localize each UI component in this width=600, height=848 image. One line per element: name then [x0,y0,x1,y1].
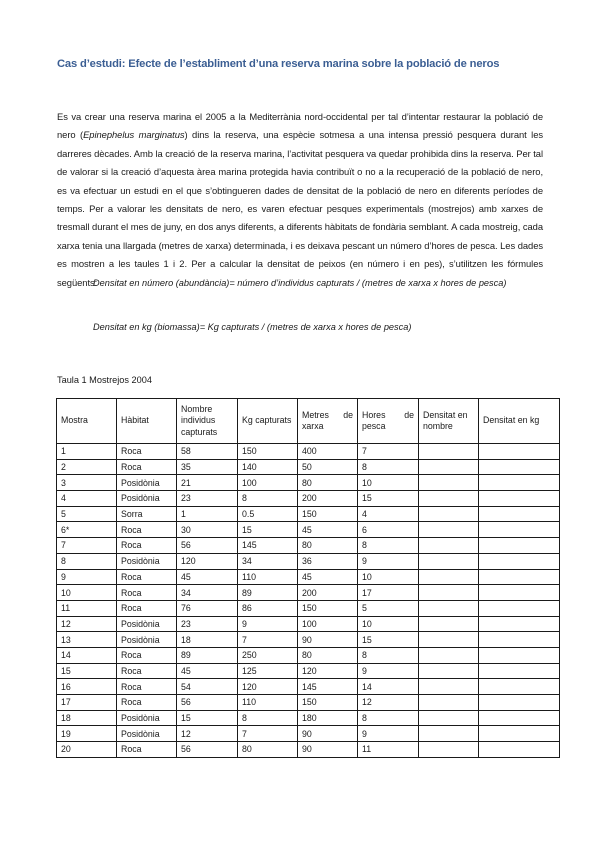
cell-metres: 90 [298,632,358,648]
cell-hores: 15 [358,491,419,507]
cell-habitat: Sorra [117,506,177,522]
cell-nombre: 56 [177,742,238,758]
cell-metres: 150 [298,600,358,616]
cell-densitat-kg [479,506,560,522]
table-row [57,726,560,742]
cell-metres: 90 [298,726,358,742]
cell-mostra: 13 [57,632,117,648]
cell-metres: 45 [298,569,358,585]
cell-metres: 80 [298,647,358,663]
cell-densitat-kg [479,522,560,538]
cell-nombre: 34 [177,585,238,601]
cell-densitat-kg [479,569,560,585]
cell-hores: 8 [358,647,419,663]
table-row [57,663,560,679]
cell-nombre: 45 [177,663,238,679]
header-habitat: Hàbitat [117,399,177,444]
cell-hores: 17 [358,585,419,601]
cell-mostra: 20 [57,742,117,758]
cell-densitat-nombre [419,679,479,695]
cell-densitat-nombre [419,710,479,726]
cell-nombre: 120 [177,553,238,569]
table-row [57,538,560,554]
cell-kg: 150 [238,444,298,460]
cell-habitat: Posidònia [117,475,177,491]
table-row [57,475,560,491]
cell-kg: 34 [238,553,298,569]
table-row [57,553,560,569]
cell-densitat-nombre [419,585,479,601]
cell-habitat: Roca [117,695,177,711]
cell-nombre: 45 [177,569,238,585]
intro-text-1: Es va crear una reserva marina el 2005 a la Mediterrània nord-occidental per tal d’intentar restaurar la població de nero ( [57,111,543,141]
cell-mostra: 19 [57,726,117,742]
cell-metres: 90 [298,742,358,758]
cell-mostra: 6* [57,522,117,538]
cell-densitat-nombre [419,632,479,648]
header-kg: Kg capturats [238,399,298,444]
cell-kg: 86 [238,600,298,616]
cell-metres: 45 [298,522,358,538]
cell-densitat-kg [479,679,560,695]
cell-kg: 7 [238,632,298,648]
cell-hores: 10 [358,569,419,585]
header-hores-word3: pesca [362,421,386,431]
header-densitat-nombre: Densitat en nombre [419,399,479,444]
cell-nombre: 89 [177,647,238,663]
cell-nombre: 76 [177,600,238,616]
intro-paragraph [57,108,543,292]
cell-mostra: 11 [57,600,117,616]
table-caption: Taula 1 Mostrejos 2004 [57,375,152,385]
cell-kg: 140 [238,459,298,475]
cell-metres: 400 [298,444,358,460]
cell-metres: 150 [298,506,358,522]
cell-hores: 7 [358,444,419,460]
cell-densitat-kg [479,663,560,679]
cell-habitat: Roca [117,742,177,758]
cell-kg: 8 [238,491,298,507]
cell-densitat-kg [479,600,560,616]
header-hores [358,399,419,444]
cell-densitat-kg [479,444,560,460]
cell-kg: 250 [238,647,298,663]
cell-mostra: 1 [57,444,117,460]
header-densitat-kg: Densitat en kg [479,399,560,444]
cell-habitat: Posidònia [117,553,177,569]
cell-mostra: 7 [57,538,117,554]
cell-densitat-nombre [419,444,479,460]
header-mostra: Mostra [57,399,117,444]
cell-kg: 125 [238,663,298,679]
cell-hores: 10 [358,616,419,632]
cell-nombre: 56 [177,538,238,554]
cell-densitat-kg [479,553,560,569]
cell-habitat: Posidònia [117,710,177,726]
cell-kg: 110 [238,695,298,711]
cell-nombre: 35 [177,459,238,475]
cell-habitat: Roca [117,538,177,554]
cell-densitat-kg [479,726,560,742]
cell-habitat: Roca [117,459,177,475]
formula-density-number: Densitat en número (abundància)= número d’individus capturats / (metres de xarxa x hores de pesca) [93,278,507,288]
table-row [57,710,560,726]
cell-densitat-kg [479,459,560,475]
table-row [57,742,560,758]
cell-metres: 200 [298,491,358,507]
cell-mostra: 15 [57,663,117,679]
header-hores-word2: de [404,409,414,420]
cell-kg: 120 [238,679,298,695]
cell-metres: 36 [298,553,358,569]
cell-densitat-nombre [419,600,479,616]
cell-mostra: 14 [57,647,117,663]
cell-densitat-nombre [419,553,479,569]
cell-kg: 9 [238,616,298,632]
cell-densitat-nombre [419,538,479,554]
samples-table [56,398,560,758]
cell-nombre: 12 [177,726,238,742]
cell-mostra: 18 [57,710,117,726]
cell-habitat: Roca [117,522,177,538]
header-nombre: Nombre individus capturats [177,399,238,444]
intro-text-2: ) dins la reserva, una espècie sotmesa a una intensa pressió pesquera durant les darreres dècades. Amb la creació de la reserva marina, l’activitat pesquera va quedar prohibida dins la reserva. Per tal de valorar si la creació d’aquesta àrea marina protegida havia contribuït o no a la recuperació de la població de nero, es va efectuar un estudi en el que s’obtingueren dades de densitat de la població de nero en diferents períodes de temps. Per a valorar les densitats de nero, es varen efectuar pesques experimentals (mostrejos) amb xarxes de tresmall durant el mes de juny, en dos anys diferents, a diferents hàbitats de fondària semblant. A cada mostreig, cada xarxa tenia una llargada (metres de xarxa) determinada, i es deixava pescant un número d’hores de pesca. Les dades es mostren a les taules 1 i 2. Per a calcular la densitat de peixos (en número i en pes), s’utilitzen les fórmules següents: [57,129,543,288]
cell-densitat-kg [479,632,560,648]
cell-nombre: 56 [177,695,238,711]
cell-densitat-nombre [419,726,479,742]
header-metres-word2: de [343,409,353,420]
cell-densitat-nombre [419,522,479,538]
cell-hores: 10 [358,475,419,491]
cell-hores: 15 [358,632,419,648]
cell-densitat-nombre [419,742,479,758]
cell-densitat-kg [479,616,560,632]
cell-hores: 6 [358,522,419,538]
cell-metres: 80 [298,538,358,554]
cell-hores: 8 [358,459,419,475]
cell-kg: 80 [238,742,298,758]
cell-nombre: 23 [177,491,238,507]
header-metres-word1: Metres [302,409,329,420]
table-row [57,600,560,616]
header-metres [298,399,358,444]
cell-hores: 11 [358,742,419,758]
cell-kg: 110 [238,569,298,585]
cell-kg: 100 [238,475,298,491]
cell-nombre: 15 [177,710,238,726]
cell-hores: 8 [358,538,419,554]
cell-hores: 4 [358,506,419,522]
table-row [57,459,560,475]
cell-kg: 145 [238,538,298,554]
cell-habitat: Roca [117,663,177,679]
cell-mostra: 9 [57,569,117,585]
cell-habitat: Roca [117,585,177,601]
cell-metres: 200 [298,585,358,601]
cell-habitat: Posidònia [117,616,177,632]
table-row [57,647,560,663]
table-row [57,585,560,601]
table-row [57,506,560,522]
cell-mostra: 10 [57,585,117,601]
table-row [57,444,560,460]
cell-habitat: Roca [117,444,177,460]
cell-densitat-nombre [419,695,479,711]
cell-habitat: Roca [117,647,177,663]
cell-nombre: 21 [177,475,238,491]
cell-mostra: 2 [57,459,117,475]
cell-hores: 9 [358,726,419,742]
cell-kg: 0.5 [238,506,298,522]
cell-nombre: 30 [177,522,238,538]
cell-nombre: 54 [177,679,238,695]
cell-metres: 145 [298,679,358,695]
cell-hores: 12 [358,695,419,711]
cell-metres: 150 [298,695,358,711]
cell-mostra: 16 [57,679,117,695]
formula-density-kg: Densitat en kg (biomassa)= Kg capturats / (metres de xarxa x hores de pesca) [93,322,412,332]
cell-habitat: Posidònia [117,726,177,742]
species-name: Epinephelus marginatus [83,129,185,141]
table-row [57,569,560,585]
cell-mostra: 4 [57,491,117,507]
cell-densitat-kg [479,647,560,663]
table-row [57,679,560,695]
cell-hores: 8 [358,710,419,726]
header-hores-word1: Hores [362,409,386,420]
cell-habitat: Posidònia [117,632,177,648]
cell-habitat: Posidònia [117,491,177,507]
cell-mostra: 17 [57,695,117,711]
cell-hores: 14 [358,679,419,695]
cell-nombre: 58 [177,444,238,460]
cell-densitat-nombre [419,663,479,679]
cell-nombre: 23 [177,616,238,632]
cell-densitat-nombre [419,491,479,507]
cell-hores: 5 [358,600,419,616]
cell-densitat-kg [479,538,560,554]
cell-nombre: 1 [177,506,238,522]
cell-kg: 15 [238,522,298,538]
cell-hores: 9 [358,553,419,569]
cell-metres: 100 [298,616,358,632]
cell-densitat-nombre [419,459,479,475]
table-row [57,522,560,538]
cell-habitat: Roca [117,569,177,585]
cell-metres: 50 [298,459,358,475]
cell-mostra: 3 [57,475,117,491]
table-header-row [57,399,560,444]
cell-kg: 89 [238,585,298,601]
cell-densitat-kg [479,695,560,711]
cell-densitat-kg [479,742,560,758]
cell-hores: 9 [358,663,419,679]
cell-kg: 7 [238,726,298,742]
cell-habitat: Roca [117,679,177,695]
cell-densitat-nombre [419,475,479,491]
cell-mostra: 8 [57,553,117,569]
table-row [57,695,560,711]
cell-metres: 80 [298,475,358,491]
cell-habitat: Roca [117,600,177,616]
cell-densitat-nombre [419,506,479,522]
cell-mostra: 5 [57,506,117,522]
table-row [57,632,560,648]
header-metres-word3: xarxa [302,421,324,431]
cell-densitat-kg [479,491,560,507]
document-title: Cas d’estudi: Efecte de l’establiment d’una reserva marina sobre la població de neros [57,58,500,70]
cell-densitat-nombre [419,569,479,585]
cell-metres: 120 [298,663,358,679]
cell-densitat-kg [479,475,560,491]
table-row [57,491,560,507]
cell-nombre: 18 [177,632,238,648]
cell-mostra: 12 [57,616,117,632]
cell-metres: 180 [298,710,358,726]
cell-densitat-nombre [419,647,479,663]
cell-densitat-kg [479,710,560,726]
cell-densitat-kg [479,585,560,601]
cell-kg: 8 [238,710,298,726]
cell-densitat-nombre [419,616,479,632]
table-row [57,616,560,632]
